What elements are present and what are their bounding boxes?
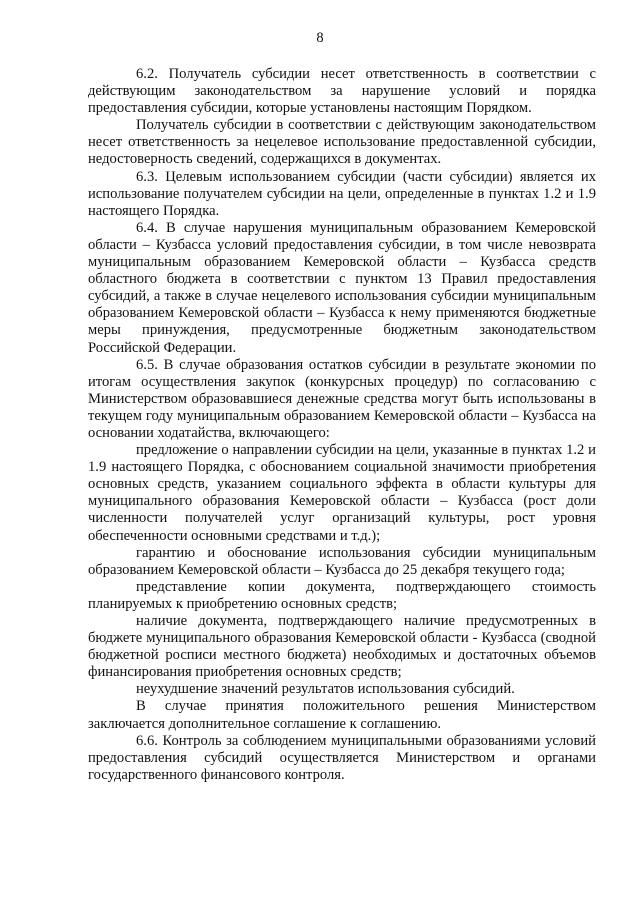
paragraph-6-5: 6.5. В случае образования остатков субсидии в результате экономии по итогам осуществления закупок (конкурсных процедур) по согласованию с Министерством образовавшиеся денежные средства могут быть использованы в текущем году муниципальным образованием Кемеровской области – Кузбасса на основании ходатайства, включающего:: [88, 356, 596, 441]
list-item-guarantee: гарантию и обоснование использования субсидии муниципальным образованием Кемеровской области – Кузбасса до 25 декабря текущего года;: [88, 544, 596, 578]
paragraph-additional-agreement: В случае принятия положительного решения Министерством заключается дополнительное соглашение к соглашению.: [88, 698, 596, 732]
paragraph-6-4: 6.4. В случае нарушения муниципальным образованием Кемеровской области – Кузбасса условий предоставления субсидии, в том числе невозврата муниципальным образованием Кемеровской области – Кузбасса средств областного бюджета в соответствии с пунктом 13 Правил предоставления субсидий, а также в случае нецелевого использования субсидии муниципальным образованием Кемеровской области – Кузбасса к нему применяются бюджетные меры принуждения, предусмотренные бюджетным законодательством Российской Федерации.: [88, 219, 596, 356]
list-item-budget-document: наличие документа, подтверждающего наличие предусмотренных в бюджете муниципального образования Кемеровской области - Кузбасса (сводной бюджетной росписи местного бюджета) необходимых и достаточных объемов финансирования приобретения основных средств;: [88, 613, 596, 681]
paragraph-6-6: 6.6. Контроль за соблюдением муниципальными образованиями условий предоставления субсидий осуществляется Министерством и органами государственного финансового контроля.: [88, 732, 596, 783]
paragraph-recipient-liability: Получатель субсидии в соответствии с действующим законодательством несет ответственность за нецелевое использование предоставленной субсидии, недостоверность сведений, содержащихся в документах.: [88, 117, 596, 168]
document-body: [88, 66, 596, 784]
list-item-proposal: предложение о направлении субсидии на цели, указанные в пунктах 1.2 и 1.9 настоящего Порядка, с обоснованием социальной значимости приобретения основных средств, указанием социального эффекта в области культуры для муниципального образования Кемеровской области – Кузбасса (рост доли численности получателей услуг организаций культуры, рост уровня обеспеченности основными средствами и т.д.);: [88, 442, 596, 544]
paragraph-6-3: 6.3. Целевым использованием субсидии (части субсидии) является их использование получателем субсидии на цели, определенные в пунктах 1.2 и 1.9 настоящего Порядка.: [88, 168, 596, 219]
paragraph-6-2: 6.2. Получатель субсидии несет ответственность в соответствии с действующим законодательством за нарушение условий и порядка предоставления субсидии, которые установлены настоящим Порядком.: [88, 66, 596, 117]
page-number: 8: [316, 30, 324, 46]
list-item-results: неухудшение значений результатов использования субсидий.: [136, 681, 515, 698]
list-item-document-copy: представление копии документа, подтверждающего стоимость планируемых к приобретению основных средств;: [88, 578, 596, 612]
